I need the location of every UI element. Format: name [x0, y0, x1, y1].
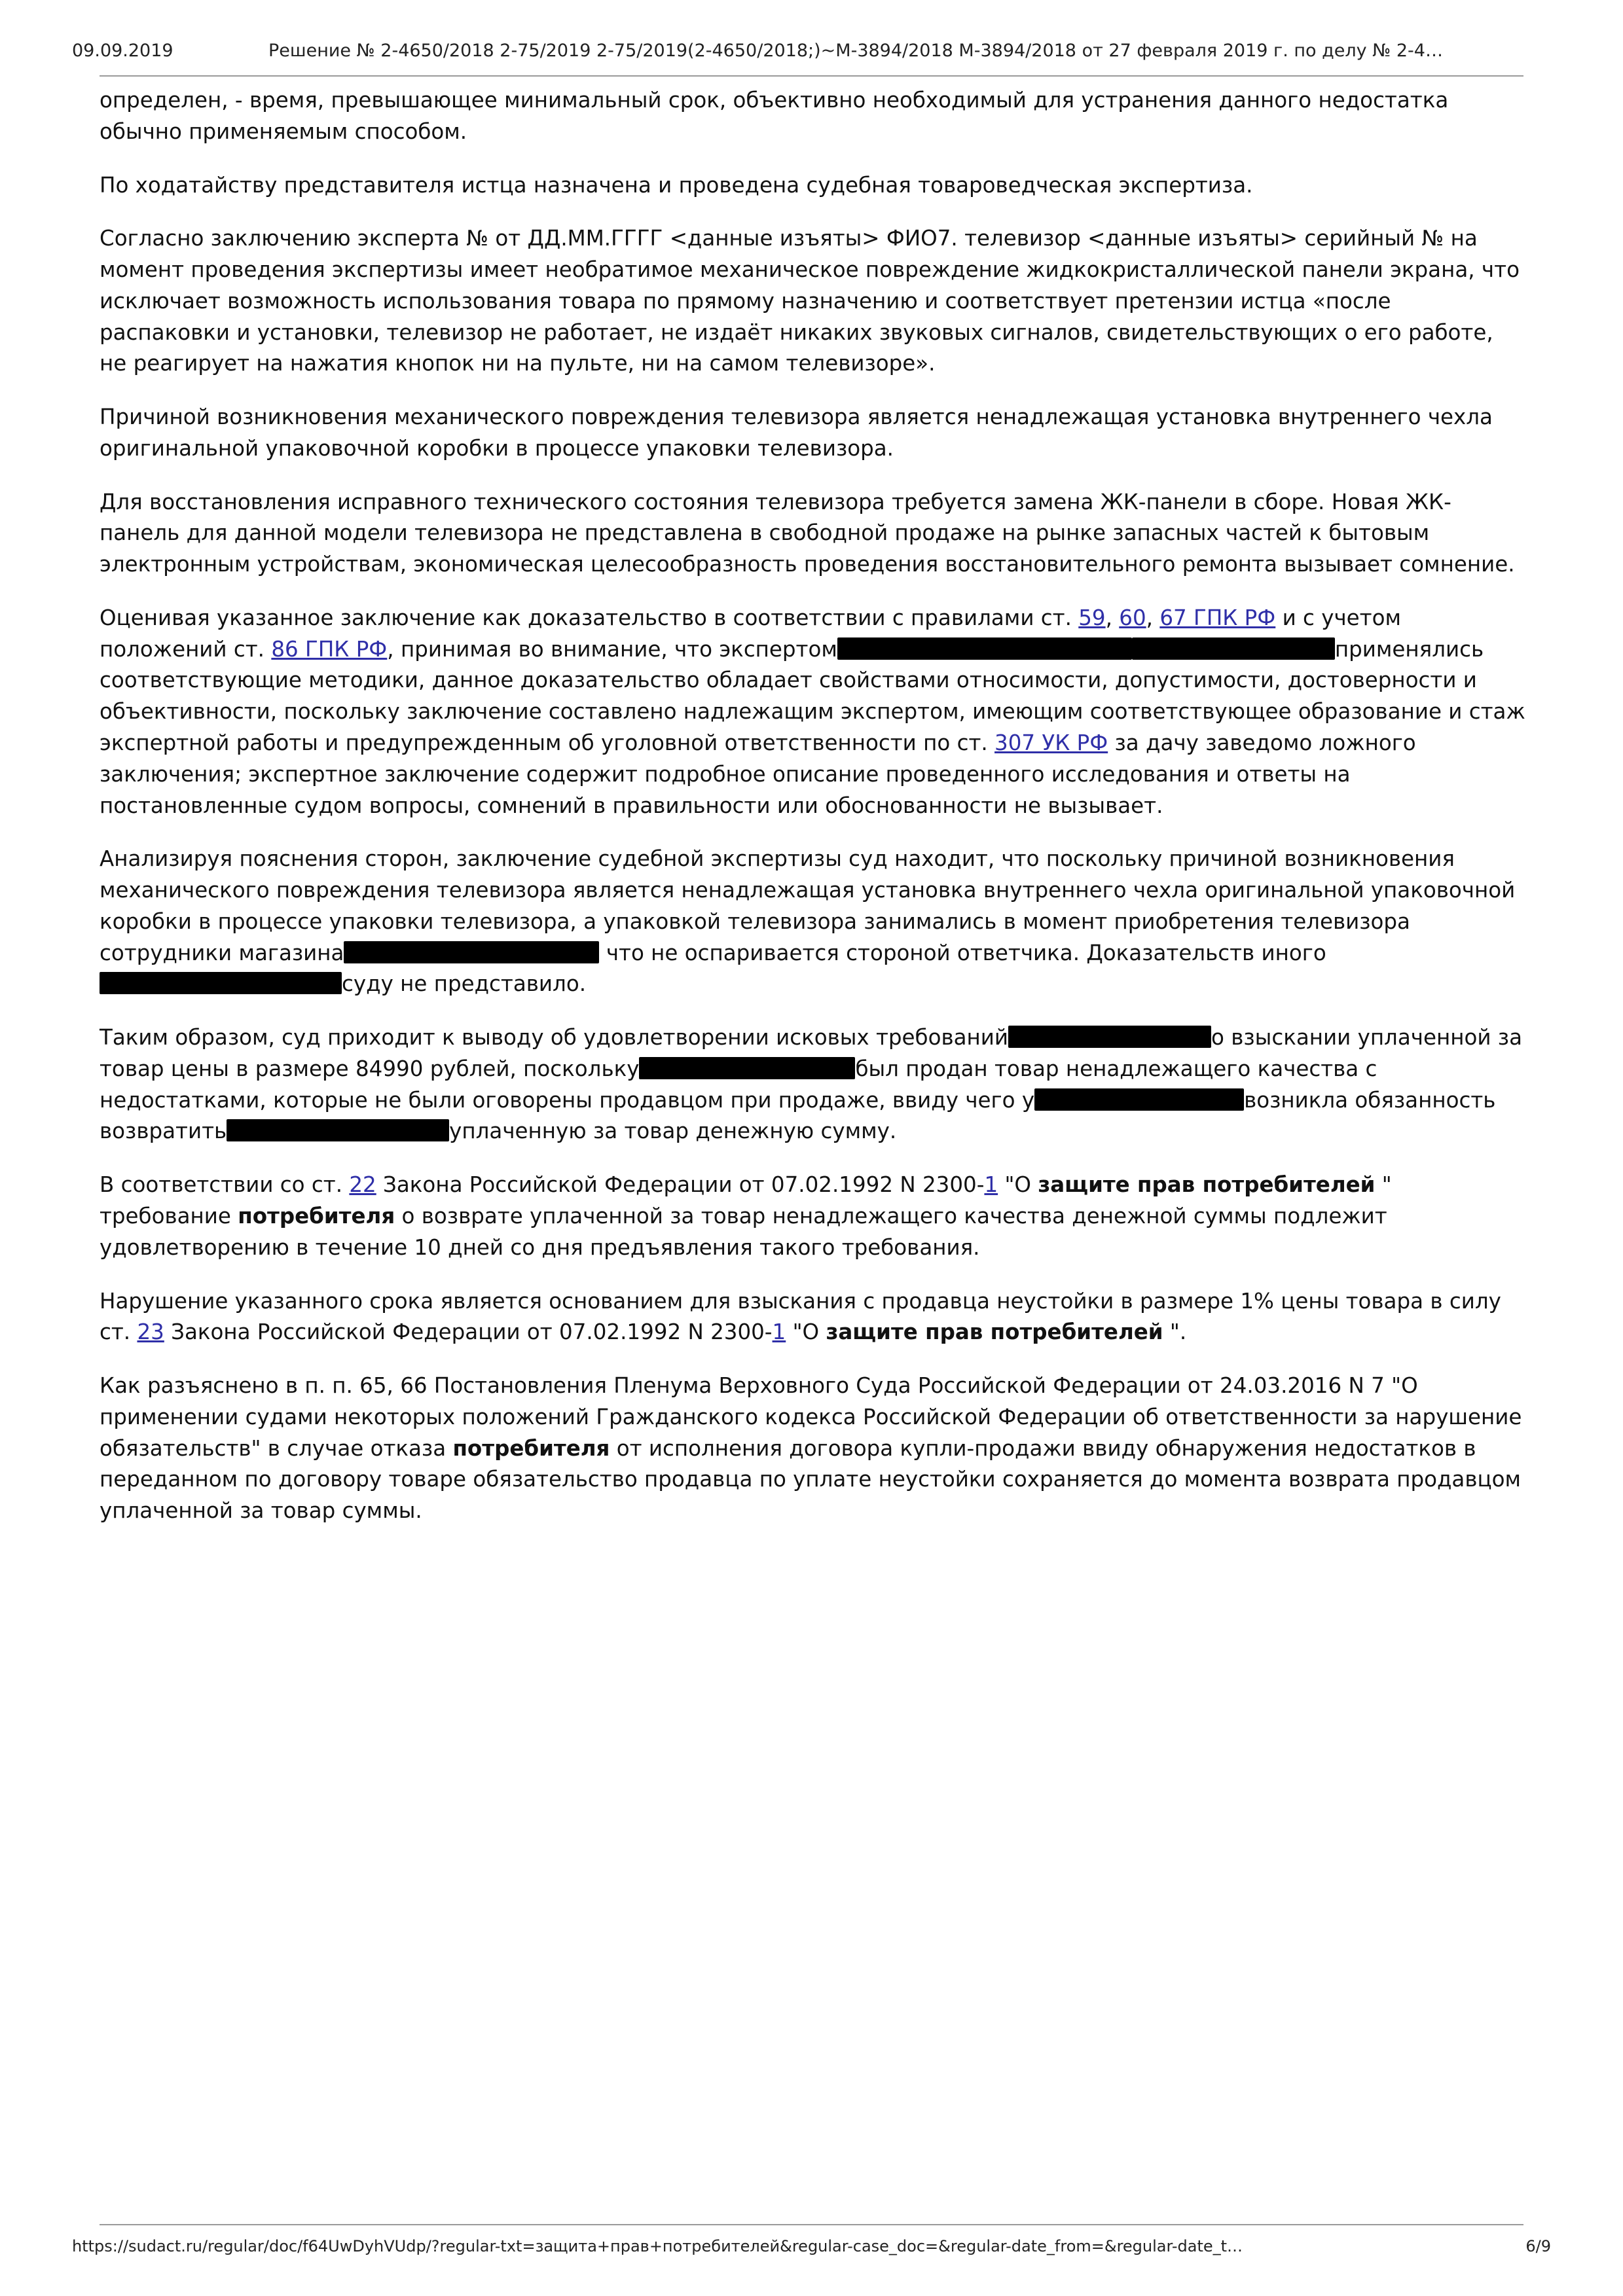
text-fragment: , принимая во внимание, что экспертом: [387, 636, 837, 662]
document-body: [100, 85, 1527, 1549]
footer-page-number: 6/9: [1525, 2237, 1551, 2255]
footer-url: https://sudact.ru/regular/doc/f64UwDyhVUdp/?regular-txt=защита+прав+потребителей&regular-case_doc=&regular-date_from=&regular-date_t…: [72, 2237, 1243, 2255]
text-fragment: от исполнения договора купли-продажи ввиду обнаружения недостатков в переданном по договору товаре обязательство продавца по уплате неустойки сохраняется до момента возврата продавцом уплаченной за товар суммы.: [100, 1435, 1522, 1524]
text-fragment: Как разъяснено в п. п. 65, 66 Постановления Пленума Верховного Суда Российской Федерации от 24.03.2016 N 7 "О применении судами некоторых положений Гражданского кодекса Российской Федерации об ответственности за нарушение обязательств" в случае отказа: [100, 1373, 1522, 1461]
text-fragment: был продан товар ненадлежащего качества с недостатками, которые не были оговорены продавцом при продаже, ввиду чего у: [100, 1056, 1377, 1113]
bold-text: потребителя: [452, 1435, 610, 1461]
page-header: [72, 41, 1551, 61]
redaction-block: [1034, 1088, 1244, 1111]
text-fragment: Закона Российской Федерации от 07.02.1992 N 2300-: [164, 1319, 773, 1345]
paragraph-6: [100, 603, 1527, 821]
text-fragment: о взыскании уплаченной за товар цены в размере 84990 рублей, поскольку: [100, 1025, 1522, 1081]
text-fragment: Анализируя пояснения сторон, заключение судебной экспертизы суд находит, что поскольку причиной возникновения механического повреждения телевизора является ненадлежащая установка внутреннего чехла оригинальной упаковочной коробки в процессе упаковки телевизора, а упаковкой телевизора занимались в момент приобретения телевизора сотрудники магазина: [100, 846, 1516, 965]
redaction-block: [227, 1119, 449, 1141]
header-divider: [100, 75, 1523, 77]
text-fragment: Оценивая указанное заключение как доказательство в соответствии с правилами ст.: [100, 605, 1079, 630]
redaction-block: [100, 972, 342, 994]
paragraph-8: [100, 1022, 1527, 1147]
paragraph-10: [100, 1286, 1527, 1349]
footer-divider: [100, 2224, 1523, 2225]
redaction-block: [639, 1057, 855, 1079]
redaction-block: [1008, 1026, 1211, 1048]
text-fragment: за дачу заведомо ложного заключения; экспертное заключение содержит подробное описание проведенного исследования и ответы на постановленные судом вопросы, сомнений в правильности или обоснованности не вызывает.: [100, 730, 1416, 818]
paragraph-11: [100, 1371, 1527, 1527]
law-link-article-307-uk[interactable]: 307 УК РФ: [994, 730, 1108, 756]
redaction-block: [1132, 637, 1335, 660]
paragraph-4: Причиной возникновения механического повреждения телевизора является ненадлежащая установка внутреннего чехла оригинальной упаковочной коробки в процессе упаковки телевизора.: [100, 404, 1493, 461]
text-fragment: В соответствии со ст.: [100, 1172, 350, 1198]
text-fragment: "О: [786, 1319, 826, 1345]
paragraph-2: По ходатайству представителя истца назначена и проведена судебная товароведческая экспертиза.: [100, 172, 1253, 198]
paragraph-1: определен, - время, превышающее минимальный срок, объективно необходимый для устранения данного недостатка обычно применяемым способом.: [100, 88, 1449, 144]
text-fragment: "О: [998, 1172, 1038, 1198]
text-fragment: что не оспаривается стороной ответчика. Доказательств иного: [606, 940, 1326, 965]
text-fragment: суду не представило.: [342, 971, 587, 997]
redaction-block: [837, 637, 1132, 660]
law-link-2300-1[interactable]: 1: [984, 1172, 998, 1198]
law-link-article-23[interactable]: 23: [137, 1319, 164, 1345]
law-link-article-60[interactable]: 60: [1119, 605, 1146, 630]
law-link-article-59[interactable]: 59: [1078, 605, 1106, 630]
redaction-block: [344, 941, 599, 963]
law-link-2300-1[interactable]: 1: [772, 1319, 786, 1345]
text-fragment: о возврате уплаченной за товар ненадлежащего качества денежной суммы подлежит удовлетворению в течение 10 дней со дня предъявления такого требования.: [100, 1203, 1387, 1260]
bold-text: потребителя: [238, 1203, 395, 1229]
paragraph-9: [100, 1170, 1527, 1263]
text-fragment: применялись соответствующие методики, данное доказательство обладает свойствами относимости, допустимости, достоверности и объективности, поскольку заключение составлено надлежащим экспертом, имеющим соответствующее образование и стаж экспертной работы и предупрежденным об уголовной ответственности по ст.: [100, 636, 1525, 756]
text-fragment: " требование: [100, 1172, 1392, 1229]
paragraph-7: [100, 844, 1527, 1000]
law-link-article-67-gpk[interactable]: 67 ГПК РФ: [1159, 605, 1276, 630]
text-fragment: Таким образом, суд приходит к выводу об удовлетворении исковых требований: [100, 1025, 1009, 1050]
text-fragment: и с учетом положений ст.: [100, 605, 1401, 662]
header-date: 09.09.2019: [72, 41, 173, 61]
paragraph-3: Согласно заключению эксперта № от ДД.ММ.ГГГГ <данные изъяты> ФИО7. телевизор <данные изъяты> серийный № на момент проведения экспертизы имеет необратимое механическое повреждение жидкокристаллической панели экрана, что исключает возможность использования товара по прямому назначению и соответствует претензии истца «после распаковки и установки, телевизор не работает, не издаёт никаких звуковых сигналов, свидетельствующих о его работе, не реагирует на нажатия кнопок ни на пульте, ни на самом телевизоре».: [100, 226, 1520, 376]
text-fragment: ".: [1163, 1319, 1187, 1345]
law-link-article-22[interactable]: 22: [349, 1172, 376, 1198]
text-fragment: возникла обязанность возвратить: [100, 1087, 1496, 1144]
paragraph-5: Для восстановления исправного технического состояния телевизора требуется замена ЖК-панели в сборе. Новая ЖК-панель для данной модели телевизора не представлена в свободной продаже на рынке запасных частей к бытовым электронным устройствам, экономическая целесообразность проведения восстановительного ремонта вызывает сомнение.: [100, 489, 1515, 577]
bold-text: защите прав потребителей: [1038, 1172, 1376, 1198]
page-footer: [72, 2237, 1551, 2255]
text-fragment: уплаченную за товар денежную сумму.: [449, 1119, 897, 1144]
text-fragment: ,: [1146, 605, 1160, 630]
text-fragment: ,: [1105, 605, 1120, 630]
bold-text: защите прав потребителей: [826, 1319, 1163, 1345]
text-fragment: Нарушение указанного срока является основанием для взыскания с продавца неустойки в размере 1% цены товара в силу ст.: [100, 1288, 1501, 1345]
header-title: Решение № 2-4650/2018 2-75/2019 2-75/2019(2-4650/2018;)~М-3894/2018 М-3894/2018 от 27 февраля 2019 г. по делу № 2-4…: [268, 41, 1443, 61]
law-link-article-86-gpk[interactable]: 86 ГПК РФ: [271, 636, 388, 662]
text-fragment: Закона Российской Федерации от 07.02.1992 N 2300-: [376, 1172, 985, 1198]
